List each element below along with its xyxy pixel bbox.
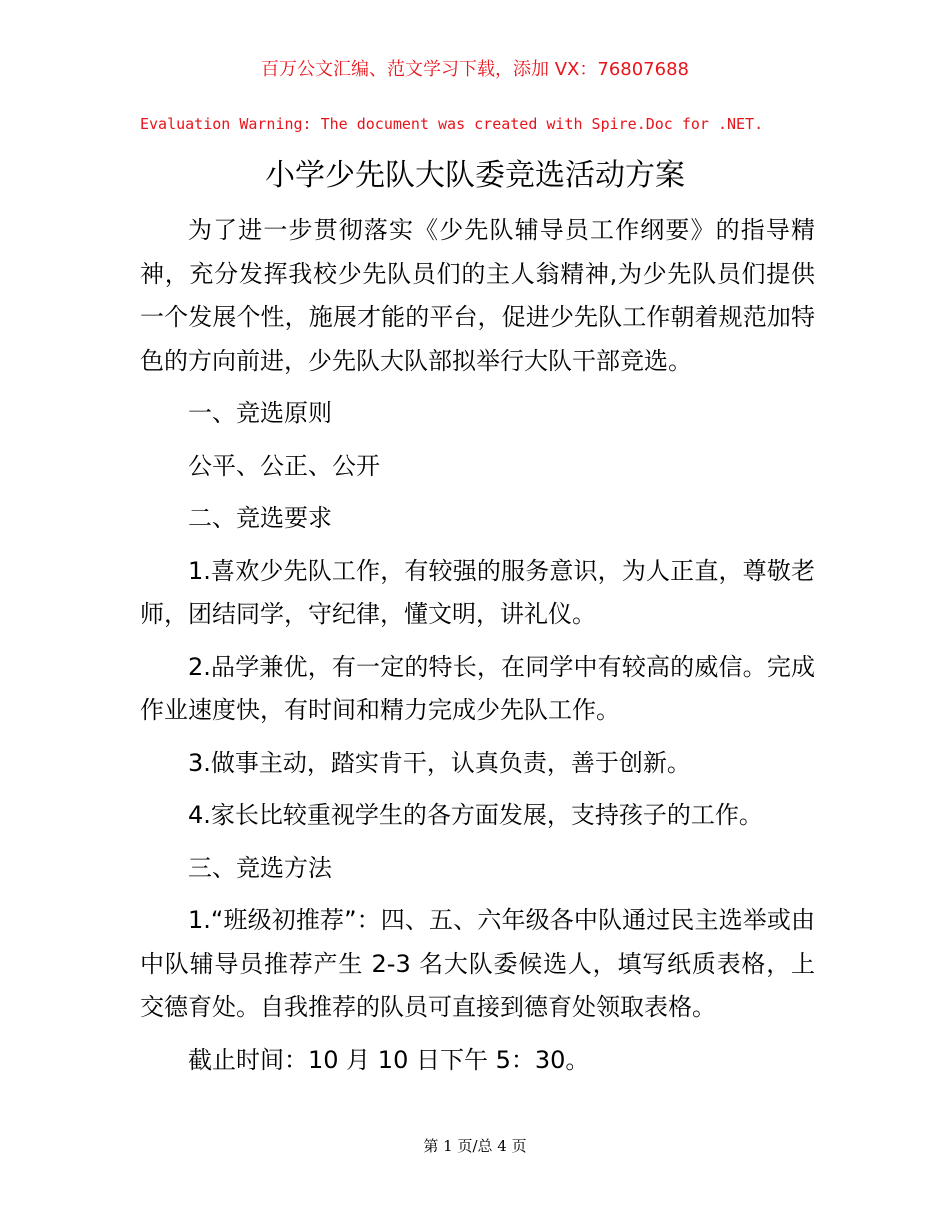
requirement-item-4: 4.家长比较重视学生的各方面发展，支持孩子的工作。: [188, 801, 763, 829]
requirement-item-2: 2.品学兼优，有一定的特长，在同学中有较高的威信。完成作业速度快，有时间和精力完成少先队工作。: [140, 652, 815, 724]
deadline-text: 截止时间：10 月 10 日下午 5：30。: [188, 1045, 590, 1074]
method-item-1: 1.“班级初推荐”：四、五、六年级各中队通过民主选举或由中队辅导员推荐产生 2-3 名大队委候选人，填写纸质表格，上交德育处。自我推荐的队员可直接到德育处领取表格。: [140, 906, 815, 1021]
paragraph-principles: 公平、公正、公开: [188, 451, 380, 480]
section-heading-principles: 一、竞选原则: [188, 399, 332, 427]
section-heading-methods: 三、竞选方法: [188, 853, 332, 882]
requirement-item-1: 1.喜欢少先队工作，有较强的服务意识，为人正直，尊敬老师，团结同学，守纪律，懂文明，讲礼仪。: [140, 556, 815, 628]
paragraph-intro: 为了进一步贯彻落实《少先队辅导员工作纲要》的指导精神，充分发挥我校少先队员们的主人翁精神,为少先队员们提供一个发展个性，施展才能的平台，促进少先队工作朝着规范加特色的方向前进，少先队大队部拟举行大队干部竞选。: [140, 216, 815, 375]
document-title: 小学少先队大队委竞选活动方案: [265, 158, 685, 193]
promo-banner: 百万公文汇编、范文学习下载，添加 VX：76807688: [261, 59, 689, 80]
document-body: [140, 209, 815, 1091]
page-indicator: 第 1 页/总 4 页: [423, 1137, 527, 1155]
section-heading-requirements: 二、竞选要求: [188, 504, 332, 532]
evaluation-warning: Evaluation Warning: The document was created with Spire.Doc for .NET.: [140, 115, 764, 133]
requirement-item-3: 3.做事主动，踏实肯干，认真负责，善于创新。: [188, 748, 691, 777]
